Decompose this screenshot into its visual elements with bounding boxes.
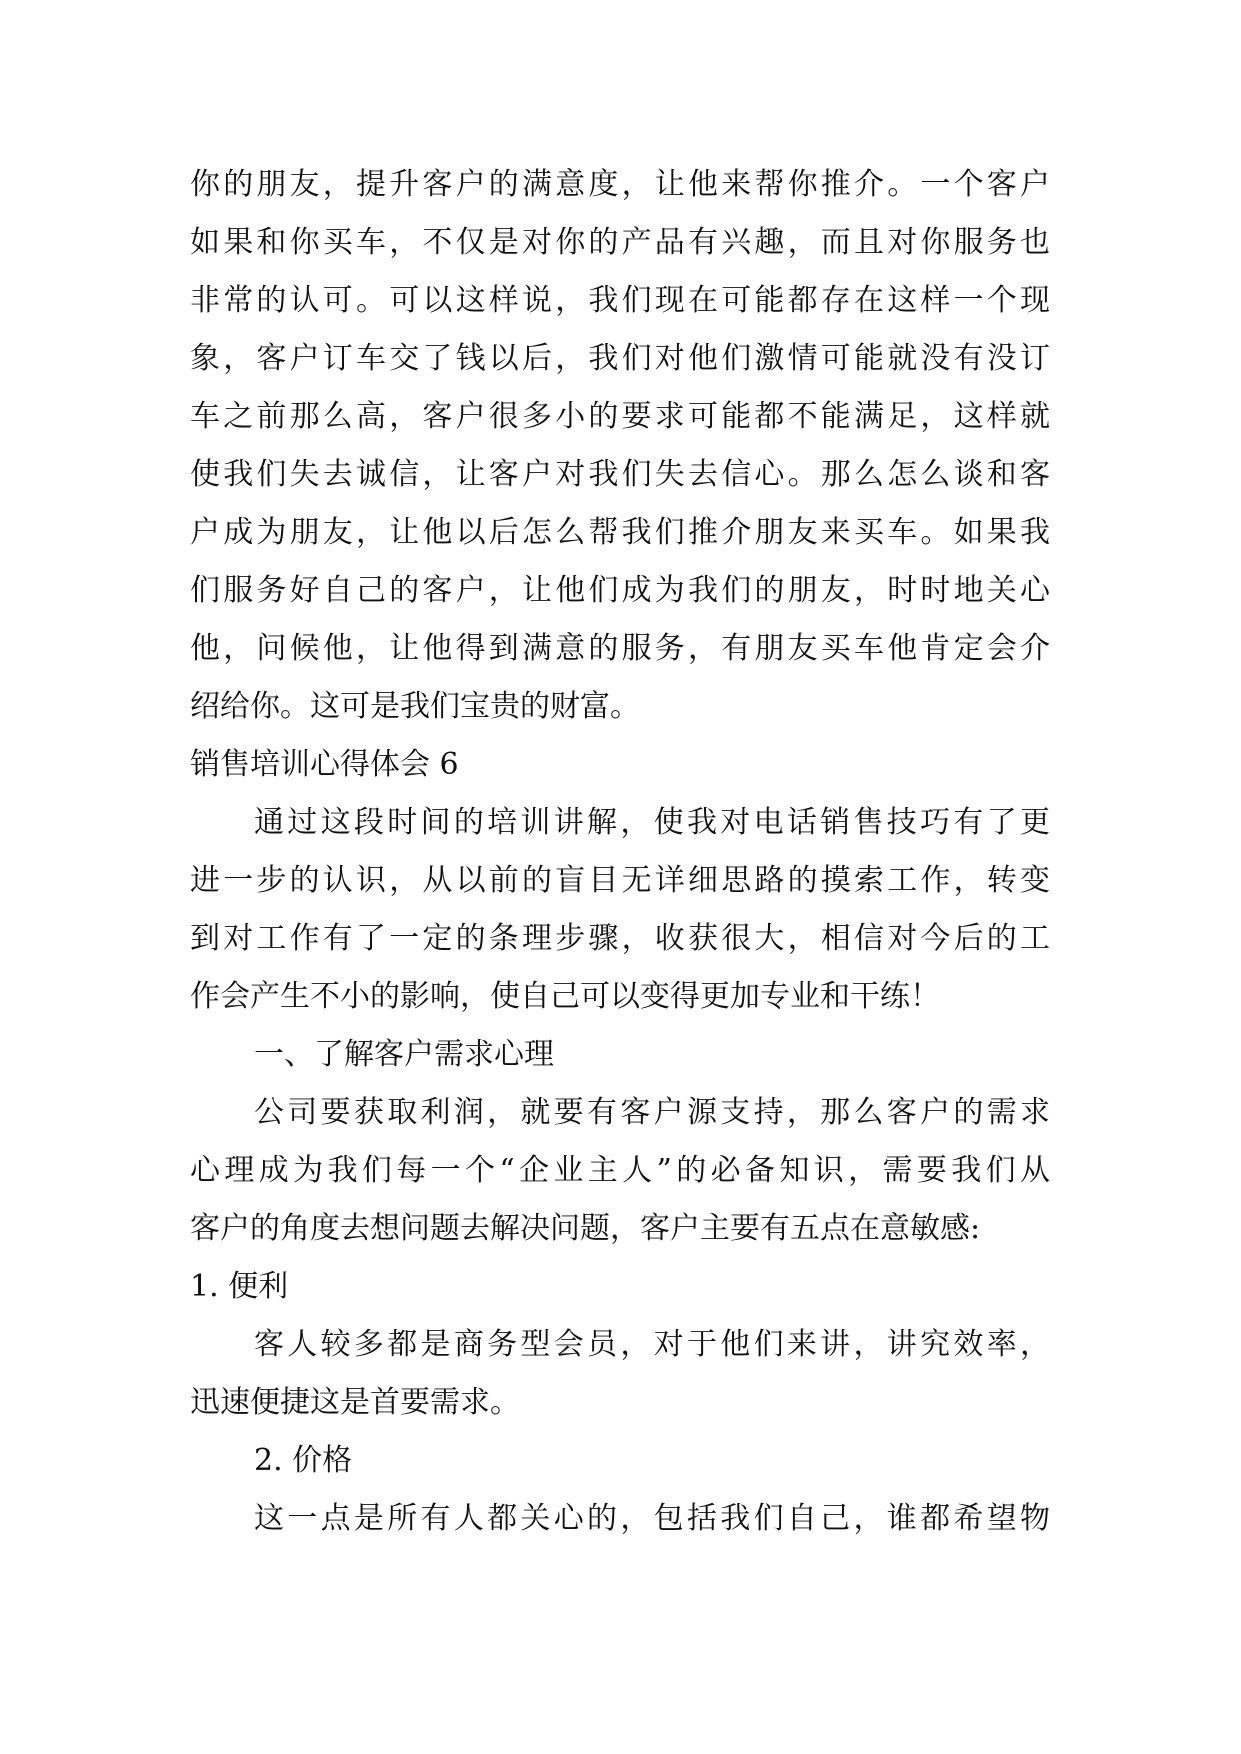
document-body	[190, 156, 1050, 1548]
text-line: 客人较多都是商务型会员，对于他们来讲，讲究效率，	[254, 1327, 1050, 1362]
subsection-heading: 一、了解客户需求心理	[254, 1037, 554, 1072]
text-line: 非常的认可。可以这样说，我们现在可能都存在这样一个现	[190, 283, 1050, 318]
text-line: 车之前那么高，客户很多小的要求可能都不能满足，这样就	[190, 399, 1050, 434]
text-line: 到对工作有了一定的条理步骤，收获很大，相信对今后的工	[190, 921, 1050, 956]
list-item-heading: 2. 价格	[254, 1443, 353, 1478]
text-line: 象，客户订车交了钱以后，我们对他们激情可能就没有没订	[190, 341, 1050, 376]
text-line: 户成为朋友，让他以后怎么帮我们推介朋友来买车。如果我	[190, 515, 1050, 550]
text-line: 作会产生不小的影响，使自己可以变得更加专业和干练！	[190, 979, 940, 1014]
text-line: 们服务好自己的客户，让他们成为我们的朋友，时时地关心	[190, 573, 1050, 608]
text-line: 他，问候他，让他得到满意的服务，有朋友买车他肯定会介	[190, 631, 1050, 666]
text-line: 你的朋友，提升客户的满意度，让他来帮你推介。一个客户	[190, 167, 1050, 202]
text-line: 使我们失去诚信，让客户对我们失去信心。那么怎么谈和客	[190, 457, 1050, 492]
section-heading: 销售培训心得体会 6	[190, 747, 459, 782]
text-line: 绍给你。这可是我们宝贵的财富。	[190, 689, 640, 724]
text-line: 这一点是所有人都关心的，包括我们自己，谁都希望物	[254, 1501, 1050, 1536]
text-line: 如果和你买车，不仅是对你的产品有兴趣，而且对你服务也	[190, 225, 1050, 260]
text-line: 公司要获取利润，就要有客户源支持，那么客户的需求	[254, 1095, 1050, 1130]
list-item-heading: 1. 便利	[190, 1269, 289, 1304]
text-line: 迅速便捷这是首要需求。	[190, 1385, 520, 1420]
text-line: 心理成为我们每一个“企业主人”的必备知识，需要我们从	[190, 1153, 1050, 1188]
text-line: 进一步的认识，从以前的盲目无详细思路的摸索工作，转变	[190, 863, 1050, 898]
text-line: 通过这段时间的培训讲解，使我对电话销售技巧有了更	[254, 805, 1050, 840]
text-line: 客户的角度去想问题去解决问题，客户主要有五点在意敏感:	[190, 1211, 981, 1246]
